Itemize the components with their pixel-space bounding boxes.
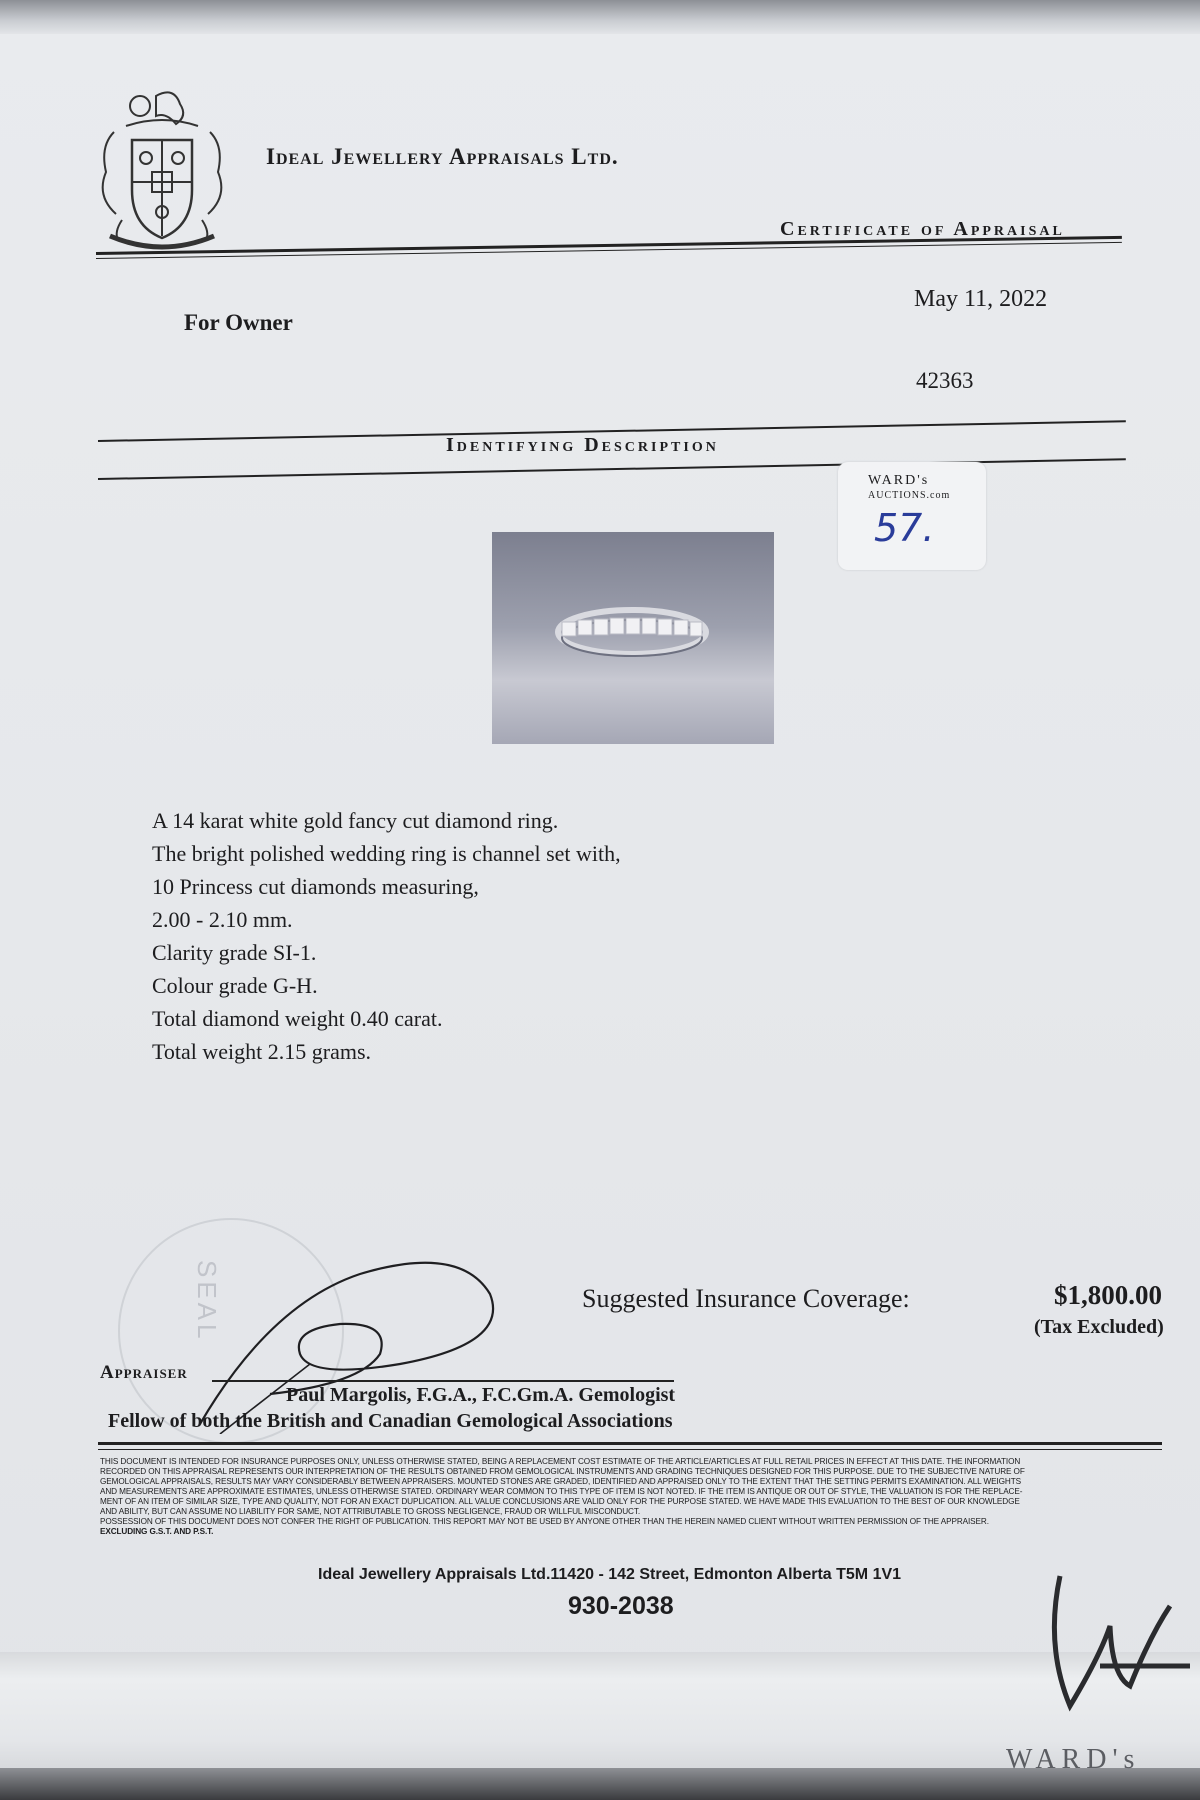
header-rule — [96, 236, 1122, 255]
item-description — [152, 804, 621, 1068]
description-line: 2.00 - 2.10 mm. — [152, 907, 293, 932]
auction-lot-sticker — [838, 462, 986, 570]
sticker-brand: WARD's — [868, 473, 930, 488]
description-line: 10 Princess cut diamonds measuring, — [152, 874, 479, 899]
wards-watermark-icon — [1040, 1566, 1190, 1716]
disclaimer-rule — [98, 1442, 1162, 1445]
seal-text: SEAL — [192, 1260, 222, 1343]
certificate-number: 42363 — [916, 368, 974, 393]
disclaimer-line: AND MEASUREMENTS ARE APPROXIMATE ESTIMATES, UNLESS OTHERWISE STATED. ORDINARY WEAR COMMON TO THIS TYPE OF ITEM IS NOT NOTED. IF THE ITEM IS ANTIQUE OR OUT OF STYLE, THE VALUATION IS FOR THE REPLACE- — [100, 1487, 1023, 1496]
disclaimer-line: RECORDED ON THIS APPRAISAL REPRESENTS OUR INTERPRETATION OF THE RESULTS OBTAINED FROM GEMOLOGICAL INSTRUMENTS AND GRADING TECHNIQUES DESIGNED FOR THIS PURPOSE. DUE TO THE SUBJECTIVE NATURE OF — [100, 1467, 1025, 1476]
disclaimer-text — [100, 1457, 1164, 1537]
appraisal-date: May 11, 2022 — [914, 286, 1048, 312]
appraiser-name: Paul Margolis, F.G.A., F.C.Gm.A. Gemologist — [286, 1384, 676, 1406]
appraiser-label: Appraiser — [100, 1362, 188, 1383]
description-line: Total weight 2.15 grams. — [152, 1039, 372, 1064]
appraiser-fellowship: Fellow of both the British and Canadian Gemological Associations — [108, 1410, 673, 1432]
description-line: Total diamond weight 0.40 carat. — [152, 1006, 443, 1031]
company-phone: 930-2038 — [568, 1592, 674, 1620]
certificate-title: Certificate of Appraisal — [780, 218, 1065, 240]
diamond-ring-image — [492, 532, 774, 744]
description-line: The bright polished wedding ring is channel set with, — [152, 841, 621, 866]
description-line: A 14 karat white gold fancy cut diamond ring. — [152, 808, 559, 833]
description-line: Clarity grade SI-1. — [152, 940, 317, 965]
coat-of-arms-icon — [96, 86, 228, 258]
disclaimer-line: POSSESSION OF THIS DOCUMENT DOES NOT CONFER THE RIGHT OF PUBLICATION. THIS REPORT MAY NOT BE USED BY ANYONE OTHER THAN THE HEREIN NAMED CLIENT WITHOUT WRITTEN PERMISSION OF THE APPRAISER. — [100, 1517, 989, 1526]
company-address: Ideal Jewellery Appraisals Ltd.11420 - 142 Street, Edmonton Alberta T5M 1V1 — [318, 1566, 902, 1583]
company-name: Ideal Jewellery Appraisals Ltd. — [266, 144, 619, 169]
top-shadow-band — [0, 0, 1200, 34]
sticker-brand-sub: AUCTIONS.com — [868, 490, 951, 501]
coverage-value: $1,800.00 — [1054, 1280, 1162, 1310]
disclaimer-tax-line: EXCLUDING G.S.T. AND P.S.T. — [100, 1527, 214, 1536]
disclaimer-line: THIS DOCUMENT IS INTENDED FOR INSURANCE PURPOSES ONLY, UNLESS OTHERWISE STATED, BEING A REPLACEMENT COST ESTIMATE OF THE ARTICLE/ARTICLES AT FULL RETAIL PRICES IN EFFECT AT THIS DATE. THE INFORMATION — [100, 1457, 1021, 1466]
disclaimer-line: GEMOLOGICAL APPRAISALS, RESULTS MAY VARY CONSIDERABLY BETWEEN APPRAISERS. MOUNTED STONES ARE GRADED, IDENTIFIED AND APPRAISED ONLY TO THE EXTENT THAT THE SETTING PERMITS EXAMINATION. ALL WEIGHTS — [100, 1477, 1022, 1486]
owner-label: For Owner — [184, 310, 293, 335]
ring-illustration — [492, 532, 774, 744]
disclaimer-line: MENT OF AN ITEM OF SIMILAR SIZE, TYPE AND QUALITY, NOT FOR AN EXACT DUPLICATION. ALL VALUE CONCLUSIONS ARE VALID ONLY FOR THE PURPOSE STATED. WE HAVE MADE THIS EVALUATION TO THE BEST OF OUR KNOWLEDGE — [100, 1497, 1020, 1506]
section-title: Identifying Description — [446, 434, 719, 456]
lot-number: 57. — [874, 506, 935, 550]
watermark-text: WARD's — [1006, 1744, 1141, 1775]
description-line: Colour grade G-H. — [152, 973, 318, 998]
coverage-label: Suggested Insurance Coverage: — [582, 1284, 910, 1313]
signature-line — [212, 1380, 674, 1382]
disclaimer-line: AND ABILITY, BUT CAN ASSUME NO LIABILITY FOR SAME, NOT ATTRIBUTABLE TO GROSS NEGLIGENCE, FRAUD OR WILLFUL MISCONDUCT. — [100, 1507, 641, 1516]
tax-note: (Tax Excluded) — [1034, 1316, 1164, 1338]
disclaimer-rule-thin — [98, 1449, 1162, 1450]
